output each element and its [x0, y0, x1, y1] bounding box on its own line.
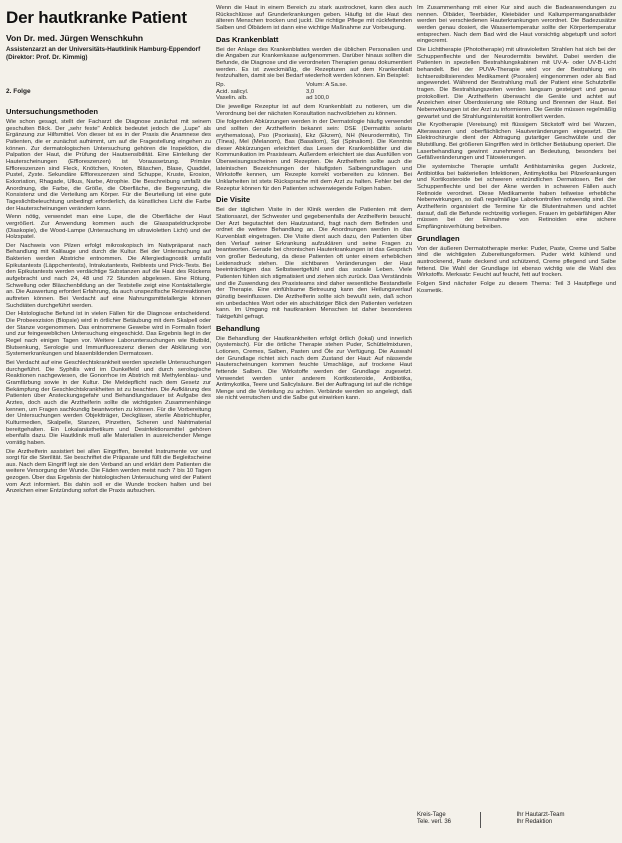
body-paragraph: Die Kryotherapie (Vereisung) mit flüssigem Stickstoff wird bei Warzen, Alterswarzen und oberflächlichen Hautveränderungen eingesetzt. Die Elektrochirurgie dient der Abtragung gutartiger Geschwülste und der Blutstillung. Bei größeren Eingriffen wird in örtlicher Betäubung operiert. Die Laserbehandlung gewinnt zunehmend an Bedeutung, besonders bei Gefäßveränderungen und Tätowierungen.: [417, 122, 616, 162]
formula-left: Rp. Acid. salicyl. Vaselin. alb.: [216, 81, 249, 102]
section-heading: Das Krankenblatt: [216, 34, 279, 44]
body-paragraph: Wenn die Haut in einem Bereich zu stark austrocknet, kann dies auch Rückschlüsse auf Grunderkrankungen geben. Häufig ist die Haut des älteren Menschen trocken und juckt. Die richtige Pflege mit rückfettenden Salben und Ölbädern ist dann eine wichtige Maßnahme zur Vorbeugung.: [216, 5, 412, 31]
body-paragraph: Die systemische Therapie umfaßt Antihistaminika gegen Juckreiz, Antibiotika bei bakteriellen Infektionen, Antimykotika bei Pilzerkrankungen und Kortikosteroide bei schweren entzündlichen Dermatosen. Bei der Schuppenflechte und bei der Akne werden in schweren Fällen auch Retinoide verordnet. Diese Medikamente haben teilweise erhebliche Nebenwirkungen, so daß regelmäßige Laborkontrollen notwendig sind. Die Arzthelferin organisiert die Termine für die Blutentnahmen und achtet darauf, daß die Befunde rechtzeitig vorliegen. Frauen im gebärfähigen Alter müssen bei der Einnahme von Retinoiden eine sichere Empfängnisverhütung betreiben.: [417, 164, 616, 230]
body-paragraph: Die Behandlung der Hautkrankheiten erfolgt örtlich (lokal) und innerlich (systemisch). Für die örtliche Therapie stehen Puder, Schüttelmixturen, Lotionen, Cremes, Salben, Pasten und Öle zur Verfügung. Die Auswahl der Grundlage richtet sich nach dem Zustand der Haut: Auf nässende Hauterscheinungen kommen feuchte Umschläge, auf trockene Haut fettende Salben. Die Wirkstoffe werden der Grundlage zugesetzt. Verwendet werden unter anderem Kortikosteroide, Antibiotika, Antimykotika, Teere und Salicylsäure. Bei der Auftragung ist auf die richtige Menge und die Verteilung zu achten. Verbände werden so angelegt, daß sie nicht verrutschen und die Salbe gut einwirken kann.: [216, 335, 412, 402]
body-paragraph: Der Nachweis von Pilzen erfolgt mikroskopisch im Nativpräparat nach Behandlung mit Kalilauge und durch die Kultur. Bei der Untersuchung auf Bakterien werden Abstriche entnommen. Die Allergiediagnostik umfaßt Epikutantests (Läppchentests), Intrakutantests, Reibtests und Prick-Tests. Bei den Epikutantests werden verdächtige Substanzen auf die Haut des Rückens aufgebracht und nach 24, 48 und 72 Stunden abgelesen. Eine Rötung, Schwellung oder Bläschenbildung an der Teststelle zeigt eine Kontaktallergie an. Die Auswertung erfordert Erfahrung, da auch unspezifische Reizreaktionen auftreten können. Bei Verdacht auf eine Nahrungsmittelallergie können Suchdiäten durchgeführt werden.: [6, 242, 211, 309]
body-paragraph: Wenn nötig, verwendet man eine Lupe, die die Oberfläche der Haut vergrößert. Zur Anwendung kommen auch die Glasspateldruckprobe (Diaskopie), die Wood-Lampe (Untersuchung im ultravioletten Licht) und der Holzspatel.: [6, 214, 211, 241]
text-column-1: [6, 104, 211, 839]
article-author: Von Dr. med. Jürgen Wenschkuhn: [6, 33, 144, 43]
article-title: Der hautkranke Patient: [6, 8, 187, 27]
section-heading: Untersuchungsmethoden: [6, 107, 98, 116]
body-paragraph: Wie schon gesagt, stellt der Facharzt die Diagnose zunächst mit seinem geschulten Blick. Der „sehr feste" Anblick bedeutet jedoch die „Lupe" als Ergänzung zur Hilfsmittel. Von dieser ist es in der Praxis die Anamnese des Patienten, die er zunächst aufnimmt, um auf die Fragestellung eingehen zu können. Zur dermatologischen Untersuchung gehören die Inspektion, die Palpation der Haut, die Prüfung der Hautsensibilität. Eine Einteilung der Hauterscheinungen (Effloreszenzen) ist Voraussetzung. Primäre Effloreszenzen sind Fleck, Knötchen, Knoten, Bläschen, Blase, Quaddel, Pustel, Zyste. Sekundäre Effloreszenzen sind Schuppe, Kruste, Erosion, Exkoriation, Rhagade, Ulkus, Narbe, Atrophie. Die Beschreibung umfaßt die Anordnung, die Farbe, die Größe, die Oberfläche, die Begrenzung, die Konsistenz und die Verteilung am Körper. Für die Beurteilung ist eine gute Tageslichtbeleuchtung unbedingt erforderlich, da künstliches Licht die Farbe der Hauterscheinungen verändern kann.: [6, 119, 211, 212]
body-paragraph: Bei der Anlage des Krankenblattes werden die üblichen Personalien und die Angaben zur Krankenkasse aufgenommen. Darüber hinaus sollten die Befunde, die Diagnose und die verordneten Therapien genau dokumentiert werden. Es ist zweckmäßig, die Rezepturen auf dem Krankenblatt festzuhalten, damit sie bei Bedarf wiederholt werden können. Ein Beispiel:: [216, 46, 412, 80]
body-paragraph: Von der äußeren Dermatotherapie merke: Puder, Paste, Creme und Salbe sind die wichtigsten Zubereitungsformen. Puder wirkt kühlend und austrocknend, Paste deckend und schützend, Creme pflegend und Salbe fettend. Die Wahl der Grundlage ist ebenso wichtig wie die Wahl des Wirkstoffs. Merksatz: Feucht auf feucht, fett auf trocken.: [417, 245, 616, 279]
footer-left-line-1: Kreis-Tage: [417, 812, 446, 818]
author-affiliation: Assistenzarzt an der Universitäts-Hautklinik Hamburg-Eppendorf (Direktor: Prof. Dr. Kimmig): [6, 46, 201, 62]
body-paragraph: Der Histologische Befund ist in vielen Fällen für die Diagnose entscheidend. Die Probeexzision (Biopsie) wird in örtlicher Betäubung mit dem Skalpell oder der Stanze vorgenommen. Das entnommene Gewebe wird in Formalin fixiert und zur feingeweblichen Untersuchung eingeschickt. Das Ergebnis liegt in der Regel nach einigen Tagen vor. Weitere Laboruntersuchungen wie Blutbild, Blutsenkung, Serologie und Immunfluoreszenz dienen der Abklärung von Systemerkrankungen und blasenbildenden Dermatosen.: [6, 311, 211, 358]
series-part: 2. Folge: [6, 88, 31, 95]
body-paragraph: Die Arzthelferin assistiert bei allen Eingriffen, bereitet Instrumente vor und sorgt für die Sterilität. Sie beschriftet die Präparate und füllt die Begleitscheine aus. Nach dem Eingriff legt sie den Verband an und erklärt dem Patienten die weitere Versorgung der Wunde. Die Fäden werden meist nach 7 bis 10 Tagen gezogen. Über das Ergebnis der histologischen Untersuchung wird der Patient vom Arzt informiert. Bis dahin soll er die Wunde trocken halten und bei Anzeichen einer Entzündung sofort die Praxis aufsuchen.: [6, 448, 211, 495]
body-paragraph: Bei Verdacht auf eine Geschlechtskrankheit werden spezielle Untersuchungen durchgeführt. Die Syphilis wird im Dunkelfeld und durch serologische Reaktionen nachgewiesen, die Gonorrhoe im Abstrich mit Methylenblau- und Gramfärbung sowie in der Kultur. Die Meldepflicht nach dem Gesetz zur Bekämpfung der Geschlechtskrankheiten ist zu beachten. Die Aufklärung des Patienten über Ansteckungsgefahr und Behandlungsdauer ist Aufgabe des Arztes, doch auch die Arzthelferin sollte die wichtigsten Zusammenhänge kennen, um Fragen sachkundig beantworten zu können. Für die Vorbereitung der Untersuchungen werden Objektträger, Deckgläser, sterile Abstrichtupfer, Kulturmedien, Skalpelle, Stanzen, Pinzetten, Scheren und Nahtmaterial bereitgehalten. Ein Lokalanästhetikum und Desinfektionsmittel gehören ebenfalls dazu. Die Hautklinik muß alle Materialien in ausreichender Menge vorrätig haben.: [6, 359, 211, 446]
body-paragraph: Die jeweilige Rezeptur ist auf dem Krankenblatt zu notieren, um die Verordnung bei der nächsten Konsultation nachvollziehen zu können.: [216, 103, 412, 117]
body-paragraph: Die folgenden Abkürzungen werden in der Dermatologie häufig verwendet und sollten der Arzthelferin bekannt sein: DSE (Dermatitis solaris erythematosa), Pso (Psoriasis), Ekz (Ekzem), NH (Neurodermitis), Tin (Tinea), Mel (Melanom), Bas (Basaliom), Spi (Spinaliom). Die Kenntnis dieser Abkürzungen erleichtert das Lesen der Krankenblätter und die Kommunikation im Praxisteam. Außerdem erleichtert sie das Ausfüllen von Überweisungsscheinen und Rezepten. Die Arzthelferin sollte auch die lateinischen Bezeichnungen der häufigsten Salbengrundlagen und Wirkstoffe kennen, um Rezepte korrekt vorbereiten zu können. Bei Unklarheiten ist stets Rücksprache mit dem Arzt zu halten. Fehler bei der Rezeptur können für den Patienten schwerwiegende Folgen haben.: [216, 119, 412, 192]
footer-right-line-2: Ihr Redaktion: [516, 819, 553, 825]
prescription-formula: [216, 82, 412, 102]
body-paragraph: Im Zusammenhang mit einer Kur sind auch die Badeanwendungen zu nennen. Ölbäder, Teerbäder, Kleiebäder und Kaliumpermanganatbäder werden bei verschiedenen Hauterkrankungen verordnet. Die Badezusätze werden genau dosiert, die Wassertemperatur sollte der Körpertemperatur entsprechen. Nach dem Bad wird die Haut vorsichtig abgetupft und sofort eingecremt.: [417, 5, 616, 45]
section-heading: Behandlung: [216, 323, 260, 333]
section-heading: Die Visite: [216, 195, 251, 205]
footer-right-line-1: Ihr Hautarzt-Team: [516, 812, 565, 818]
body-paragraph: Bei der täglichen Visite in der Klinik werden die Patienten mit dem Stationsarzt, der Schwester und gegebenenfalls der Arzthelferin besucht. Der Arzt begutachtet den Hautzustand, fragt nach dem Befinden und ordnet die weitere Behandlung an. Die Anordnungen werden in das Kurvenblatt eingetragen. Die Visite dient auch dazu, den Patienten über den Verlauf seiner Erkrankung aufzuklären und seine Fragen zu beantworten. Gerade bei chronischen Hauterkrankungen ist das Gespräch von großer Bedeutung, da diese Patienten oft unter einem erheblichen Leidensdruck stehen. Die sichtbaren Veränderungen der Haut beeinträchtigen das Selbstwertgefühl und das soziale Leben. Viele Patienten fühlen sich stigmatisiert und ziehen sich zurück. Das Verständnis und die Zuwendung des Praxisteams sind daher wesentliche Bestandteile der Therapie. Eine einfühlsame Betreuung kann den Heilungsverlauf günstig beeinflussen. Die Arzthelferin sollte sich bewußt sein, daß schon ein unbedachtes Wort oder ein abschätziger Blick den Patienten verletzen kann. Im Umgang mit hautkranken Menschen ist daher besonderes Taktgefühl gefragt.: [216, 207, 412, 320]
text-column-2: [216, 5, 412, 839]
footer-block: [417, 812, 616, 826]
footer-left-line-2: Tele. verl. 36: [417, 819, 452, 825]
text-column-3: [417, 5, 616, 839]
footer-divider: [480, 812, 481, 828]
body-paragraph: Folgen Sind nächster Folge zu diesem Thema: Teil 3 Hautpflege und Kosmetik.: [417, 280, 616, 294]
body-paragraph: Die Lichttherapie (Phototherapie) mit ultravioletten Strahlen hat sich bei der Schuppenflechte und der Neurodermitis bewährt. Dabei werden die Patienten in speziellen Bestrahlungskabinen mit UV-A- oder UV-B-Licht behandelt. Bei der PUVA-Therapie wird vor der Bestrahlung ein lichtsensibilisierendes Medikament (Psoralen) eingenommen oder als Bad angewendet. Während der Bestrahlung muß der Patient eine Schutzbrille tragen. Die Bestrahlungszeiten werden langsam gesteigert und genau protokolliert. Die Arzthelferin überwacht die Geräte und achtet auf Anzeichen einer Überdosierung wie Rötung und Brennen der Haut. Bei Nebenwirkungen ist der Arzt zu informieren. Die Geräte müssen regelmäßig gewartet und die Strahlungsintensität kontrolliert werden.: [417, 46, 616, 120]
formula-right: Volum: A Sa.se. 3,0 ad 100,0: [306, 81, 348, 102]
section-heading: Grundlagen: [417, 233, 460, 243]
